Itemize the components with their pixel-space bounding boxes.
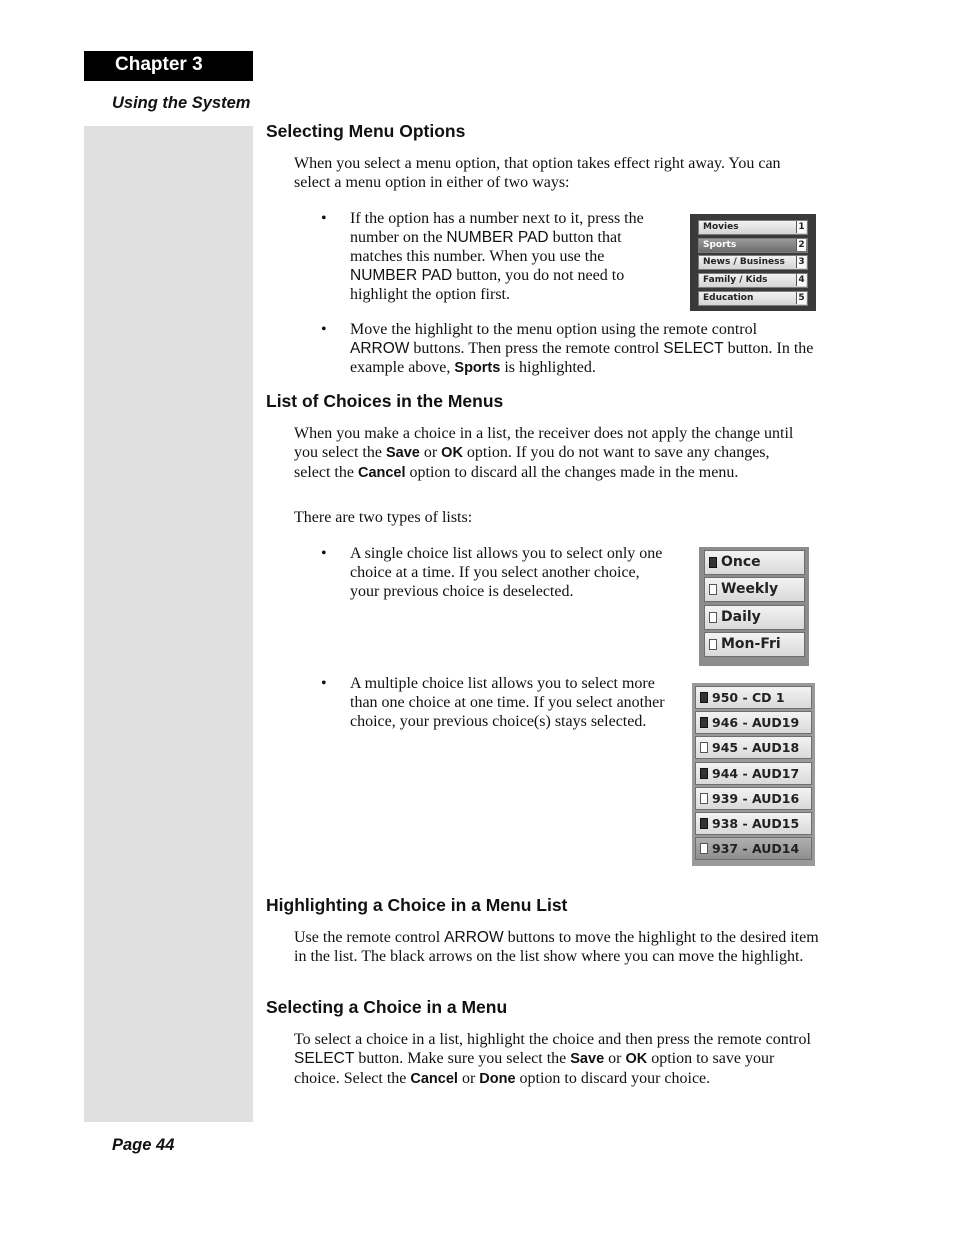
unchecked-box-icon	[700, 793, 708, 804]
list-choice-label: 939 - AUD16	[712, 790, 800, 806]
list-choice-row	[695, 837, 812, 860]
bullet-marker: •	[321, 210, 327, 227]
menu-option-label: Sports	[703, 239, 737, 250]
chapter-label: Chapter 3	[84, 51, 253, 81]
bullet-number-pad: If the option has a number next to it, press the number on the NUMBER PAD button that matches this number. When you use the NUMBER PAD button, you do not need to highlight the option first.	[350, 210, 644, 303]
bullet-marker: •	[321, 675, 327, 692]
list-choice-label: Weekly	[721, 581, 779, 598]
list-choice-row	[704, 550, 805, 575]
menu-option-row	[698, 291, 808, 306]
list-choice-row	[695, 736, 812, 759]
menu-option-number: 3	[796, 256, 806, 268]
list-choice-row	[695, 686, 812, 709]
paragraph-selecting-choice: To select a choice in a list, highlight the choice and then press the remote control SELECT button. Make sure you select the Save or OK option to save your choice. Select the Cancel or Done option to discard your choice.	[294, 1031, 811, 1087]
list-choice-label: Daily	[721, 608, 761, 625]
list-choice-row	[695, 812, 812, 835]
bullet-multiple-choice: A multiple choice list allows you to select more than one choice at one time. If you select another choice, your previous choice(s) stays selected.	[350, 675, 665, 730]
list-choice-label: 938 - AUD15	[712, 815, 800, 831]
single-choice-list-graphic	[699, 547, 809, 666]
unchecked-box-icon	[700, 843, 708, 854]
bullet-marker: •	[321, 545, 327, 562]
checked-box-icon	[700, 717, 708, 728]
section-label: Using the System	[112, 94, 251, 112]
menu-option-number: 2	[796, 239, 806, 251]
menu-option-label: Movies	[703, 222, 739, 232]
paragraph-menu-intro: When you select a menu option, that option takes effect right away. You can select a menu option in either of two ways:	[294, 155, 781, 191]
menu-option-number: 5	[796, 292, 806, 304]
menu-option-row	[698, 255, 808, 270]
menu-option-number: 4	[796, 274, 806, 286]
unchecked-box-icon	[709, 584, 717, 595]
list-choice-label: 950 - CD 1	[712, 690, 785, 705]
paragraph-list-choices: When you make a choice in a list, the receiver does not apply the change until you select the Save or OK option. If you do not want to save any changes, select the Cancel option to discard all the changes made in the menu.	[294, 425, 794, 481]
list-choice-row	[704, 605, 805, 630]
heading-selecting-choice: Selecting a Choice in a Menu	[266, 997, 508, 1017]
list-choice-row	[695, 787, 812, 810]
heading-selecting-menu-options: Selecting Menu Options	[266, 121, 466, 141]
unchecked-box-icon	[709, 639, 717, 650]
bullet-single-choice: A single choice list allows you to select only one choice at a time. If you select another choice, your previous choice is deselected.	[350, 545, 663, 600]
list-choice-row	[704, 632, 805, 657]
menu-option-label: Education	[703, 292, 754, 303]
list-choice-label: 937 - AUD14	[712, 841, 800, 857]
list-choice-label: Mon-Fri	[721, 635, 781, 652]
list-choice-row	[695, 762, 812, 785]
menu-example-graphic	[690, 214, 816, 311]
checked-box-icon	[700, 818, 708, 829]
menu-option-number: 1	[796, 221, 806, 233]
list-choice-row	[704, 577, 805, 602]
paragraph-two-types: There are two types of lists:	[294, 509, 473, 526]
list-choice-label: Once	[721, 554, 761, 570]
menu-option-row	[698, 273, 808, 288]
heading-list-of-choices: List of Choices in the Menus	[266, 391, 504, 411]
heading-highlighting-choice: Highlighting a Choice in a Menu List	[266, 895, 568, 915]
checked-box-icon	[700, 768, 708, 779]
margin-band	[84, 126, 253, 1122]
bullet-marker: •	[321, 321, 327, 338]
multiple-choice-list-graphic	[692, 683, 815, 866]
menu-option-label: News / Business	[703, 257, 785, 268]
menu-option-row	[698, 220, 808, 235]
checked-box-icon	[709, 557, 717, 568]
list-choice-label: 944 - AUD17	[712, 765, 800, 781]
menu-option-label: Family / Kids	[703, 275, 768, 286]
unchecked-box-icon	[700, 742, 708, 753]
menu-option-row	[698, 238, 808, 253]
list-choice-label: 945 - AUD18	[712, 740, 800, 756]
list-choice-label: 946 - AUD19	[712, 715, 800, 731]
checked-box-icon	[700, 692, 708, 703]
list-choice-row	[695, 711, 812, 734]
paragraph-highlighting: Use the remote control ARROW buttons to move the highlight to the desired item in the list. The black arrows on the list show where you can move the highlight.	[294, 929, 819, 965]
bullet-arrow-select: Move the highlight to the menu option using the remote control ARROW buttons. Then press the remote control SELECT button. In the example above, Sports is highlighted.	[350, 321, 814, 376]
page-number: Page 44	[112, 1136, 175, 1154]
unchecked-box-icon	[709, 612, 717, 623]
